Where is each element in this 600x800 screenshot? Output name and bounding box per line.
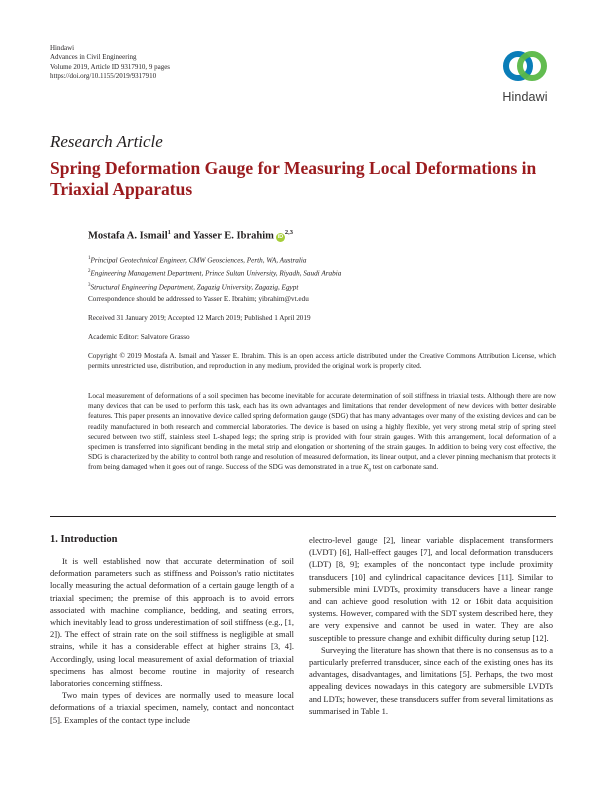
author-2-affiliation: 2,3 <box>284 229 294 236</box>
abstract <box>88 391 556 477</box>
paragraph: electro-level gauge [2], linear variable displacement transformers (LVDT) [6], Hall-effect gauges [7], and local deformation transducers (LDT) [8, 9]; examples of the noncontact type include proximity transducers [10] and cylindrical capacitance devices [11]. Similar to submersible mini LVDTs, proximity transducers have a linear range and can achieve good resolution with 12 or 16bit data acquisition systems. However, compared with the SDT system described here, they are very expensive and cannot be used in water. They are also susceptible to pressure change and exhibit difficulty during setup [12]. <box>309 535 553 643</box>
abstract-k-sub: 0 <box>368 468 371 474</box>
doi-link[interactable]: https://doi.org/10.1155/2019/9317910 <box>50 71 157 80</box>
publication-dates: Received 31 January 2019; Accepted 12 March 2019; Published 1 April 2019 <box>88 314 311 322</box>
section-heading: 1. Introduction <box>50 534 118 545</box>
volume-line: Volume 2019, Article ID 9317910, 9 pages <box>50 62 171 71</box>
section-divider <box>50 516 556 517</box>
affiliation-3-text: Structural Engineering Department, Zagazig University, Zagazig, Egypt <box>90 283 299 292</box>
publisher-name: Hindawi <box>50 44 75 52</box>
article-type: Research Article <box>50 132 163 151</box>
author-line <box>88 229 293 242</box>
affiliation-3 <box>88 280 341 293</box>
article-title: Spring Deformation Gauge for Measuring Local Deformations in Triaxial Apparatus <box>50 158 537 199</box>
journal-name: Advances in Civil Engineering <box>50 53 137 62</box>
affiliation-1 <box>88 253 341 266</box>
hindawi-logo-text: Hindawi <box>502 90 548 104</box>
affiliations <box>88 253 341 293</box>
paragraph: Surveying the literature has shown that there is no consensus as to a particularly preferred transducer, since each of the existing ones has its advantages, disadvantages, and limitations [5]. Perhaps, the two most appealing devices nowadays in this category are submersible LVDTs and LDTs; however, these transducers suffer from several limitations as summarised in Table 1. <box>309 644 553 716</box>
affiliation-2-sup: 2 <box>88 269 91 275</box>
correspondence: Correspondence should be addressed to Yasser E. Ibrahim; yibrahim@vt.edu <box>88 295 309 303</box>
paragraph: Two main types of devices are normally used to measure local deformations of a triaxial specimen, namely, contact and noncontact [5]. Examples of the contact type include <box>50 690 294 725</box>
affiliation-2 <box>88 266 341 279</box>
abstract-end: test on carbonate sand. <box>370 463 439 472</box>
author-2[interactable]: Yasser E. Ibrahim <box>192 230 274 242</box>
affiliation-1-sup: 1 <box>88 256 91 261</box>
affiliation-3-sup: 3 <box>88 282 91 288</box>
journal-info <box>50 44 170 81</box>
orcid-icon[interactable]: iD <box>277 233 284 240</box>
copyright-notice: Copyright © 2019 Mostafa A. Ismail and Yasser E. Ibrahim. This is an open access article distributed under the Creative Commons Attribution License, which permits unrestricted use, distribution, and reproduction in any medium, provided the original work is properly cited. <box>88 352 556 371</box>
author-1-affiliation: 1 <box>167 229 171 236</box>
author-1[interactable]: Mostafa A. Ismail <box>88 230 168 242</box>
affiliation-1-text: Principal Geotechnical Engineer, CMW Geosciences, Perth, WA, Australia <box>90 256 307 265</box>
left-column <box>50 555 294 726</box>
right-column <box>309 534 553 717</box>
paragraph: It is well established now that accurate determination of soil deformation parameters such as stiffness and Poisson's ratio nictitates locally measuring the actual deformation of a certain gauge length of a triaxial specimen; the premise of this approach is to avoid errors associated with machine compliance, bedding, and seating errors, which inevitably lead to gross underestimation of soil stiffness (e.g., [1, 2]). The effect of strain rate on the soil stiffness is negligible at small strains, while it has a considerable effect at higher strains [3, 4]. Accordingly, using local measurement of axial deformation of triaxial specimens has almost become routine in majority of research laboratories concerning stiffness. <box>50 556 294 689</box>
abstract-k: K <box>363 463 369 472</box>
author-and: and <box>173 230 191 242</box>
abstract-text: Local measurement of deformations of a soil specimen has become inevitable for accurate determination of soil stiffness in triaxial tests. Although there are now many devices that can be used to perform this task, each has its own advantages and limitations that render development of new devices with better desirable features. This paper presents an innovative device called spring deformation gauge (SDG) that has many advantages over many of the existing devices and can be readily manufactured in both research and commercial laboratories. The device is based on using a highly flexible, yet very strong metal strip of spring steel secured between two stiff, stainless steel L-shaped legs; the spring strip is provided with four strain gauges. With this arrangement, local deformation of a specimen is transferred into significant bending in the metal strip and elongation or shortening of the strain gauges. In addition to being very cost effective, the SDG is characterized by the ability to control both range and resolution of measured deformation, its linear output, and a clever pinning mechanism that protects it from being damaged when it goes out of range. Success of the SDG was demonstrated in a true <box>88 392 556 472</box>
affiliation-2-text: Engineering Management Department, Prince Sultan University, Riyadh, Saudi Arabia <box>90 269 342 278</box>
academic-editor: Academic Editor: Salvatore Grasso <box>88 333 190 341</box>
